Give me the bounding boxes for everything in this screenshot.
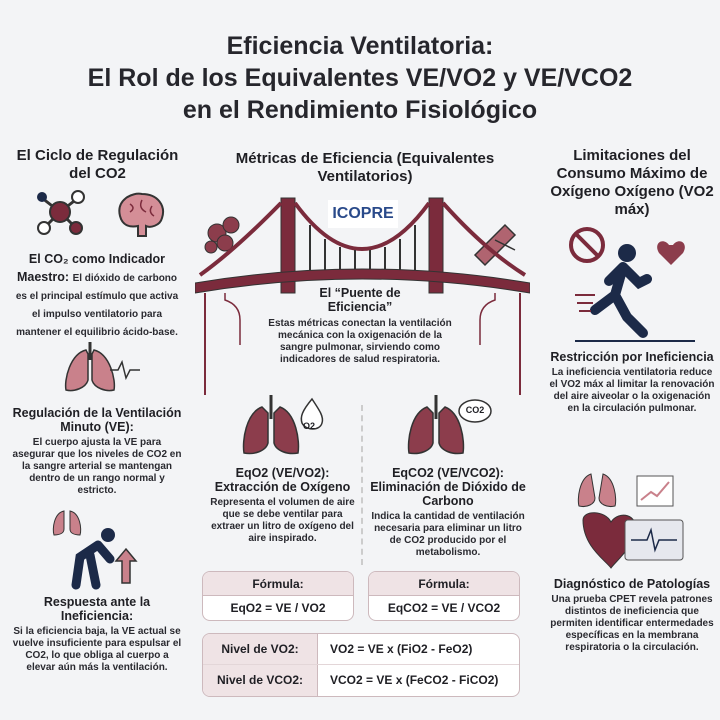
left-heading: El Ciclo de Regulación del CO2 xyxy=(16,147,179,182)
co2-indicator-text: El dióxido de carbono es el principal estímulo que activa el impulso ventilatorio para mantener el equilibrio ácido-base. xyxy=(15,273,179,338)
inefficiency-response-text: Si la eficiencia baja, la VE actual se vuelve insuficiente para espulsar el CO2, lo que obliga al cuerpo a elevar aún más la ventilación. xyxy=(12,626,182,673)
table-row xyxy=(203,665,519,696)
restriction-title: Restricción por Ineficiencia xyxy=(550,350,714,364)
vco2-level-label: Nivel de VCO2: xyxy=(203,665,318,696)
inefficiency-response-block xyxy=(12,595,182,674)
ve-regulation-text: El cuerpo ajusta la VE para asegurar que los niveles de CO2 en la sangre arterial se mantengan dentro de un rango normal y estricto. xyxy=(12,437,182,496)
diagnosis-text: Una prueba CPET revela patrones distintos de ineficiencia que permiten identificar entermedades específicas en la membrana respiratoria o la circulación. xyxy=(550,594,714,653)
restriction-block xyxy=(548,350,716,415)
eqo2-text: Representa el volumen de aire que se debe ventilar para extraer un litro de oxígeno del aire inspirado. xyxy=(210,497,355,544)
o2-badge: O2 xyxy=(302,421,315,431)
bridge-block xyxy=(255,286,465,366)
bridge-text: Estas métricas conectan la ventilación mecánica con la oxigenación de la sangre pulmonar, sirviendo como indicadores de salud respiratoria. xyxy=(268,318,452,365)
center-heading: Métricas de Eficiencia (Equivalentes Ventilatorios) xyxy=(235,150,495,185)
eqco2-title: EqCO2 (VE/VCO2): Eliminación de Dióxido de Carbono xyxy=(370,466,526,508)
eqo2-formula: EqO2 = VE / VO2 xyxy=(230,601,326,615)
restriction-text: La ineficiencia ventilatoria reduce el VO2 máx al limitar la renovación del aire aiveolar o la oxigenación en la circulación pulmonar. xyxy=(549,367,715,414)
diagnosis-title: Diagnóstico de Patologías xyxy=(553,577,711,591)
eqco2-text: Indica la cantidad de ventilación necesaria para eliminar un litro de CO2 producido por el metabolismo. xyxy=(371,511,525,558)
inefficiency-response-title: Respuesta ante la Ineficiencia: xyxy=(43,595,151,623)
title-line-1: Eficiencia Ventilatoria: xyxy=(226,32,494,60)
levels-table xyxy=(202,633,520,697)
bridge-title: El “Puente de Eficiencia” xyxy=(319,286,401,314)
tired-person-icon xyxy=(50,505,140,590)
lungs-ecg-icon xyxy=(60,340,140,395)
eqco2-formula: EqCO2 = VE / VCO2 xyxy=(387,601,501,615)
eqo2-title: EqO2 (VE/VO2): Extracción de Oxígeno xyxy=(214,466,351,494)
title-line-2: El Rol de los Equivalentes VE/VO2 y VE/VCO2 xyxy=(87,64,633,92)
formula-label: Fórmula: xyxy=(369,572,519,596)
icopre-logo: ICOPRE xyxy=(328,200,398,228)
main-title xyxy=(0,30,720,126)
co2-badge: CO2 xyxy=(465,405,485,415)
title-line-3: en el Rendimiento Fisiológico xyxy=(182,96,538,124)
right-heading: Limitaciones del Consumo Máximo de Oxígeno Oxígeno (VO2 máx) xyxy=(550,147,714,218)
ve-regulation-block xyxy=(12,406,182,497)
eqco2-formula-box xyxy=(368,571,520,621)
diagnosis-block xyxy=(548,577,716,654)
formula-label: Fórmula: xyxy=(203,572,353,596)
co2-indicator-block xyxy=(12,250,182,340)
eqo2-formula-box xyxy=(202,571,354,621)
center-divider xyxy=(361,405,363,565)
runner-icon xyxy=(565,225,700,345)
table-row xyxy=(203,634,519,665)
diagnostics-icon xyxy=(575,470,705,570)
eqo2-block xyxy=(210,466,355,545)
vo2-level-formula: VO2 = VE x (FiO2 - FeO2) xyxy=(330,642,473,656)
ve-regulation-title: Regulación de la Ventilación Minuto (VE): xyxy=(12,406,182,434)
brain-icon xyxy=(112,190,167,240)
vo2-level-label: Nivel de VO2: xyxy=(203,634,318,664)
molecule-icon xyxy=(30,190,90,235)
co2-indicator-title: El CO₂ como Indicador Maestro: xyxy=(16,252,166,284)
vco2-level-formula: VCO2 = VE x (FeCO2 - FiCO2) xyxy=(330,673,499,687)
eqco2-block xyxy=(368,466,528,559)
